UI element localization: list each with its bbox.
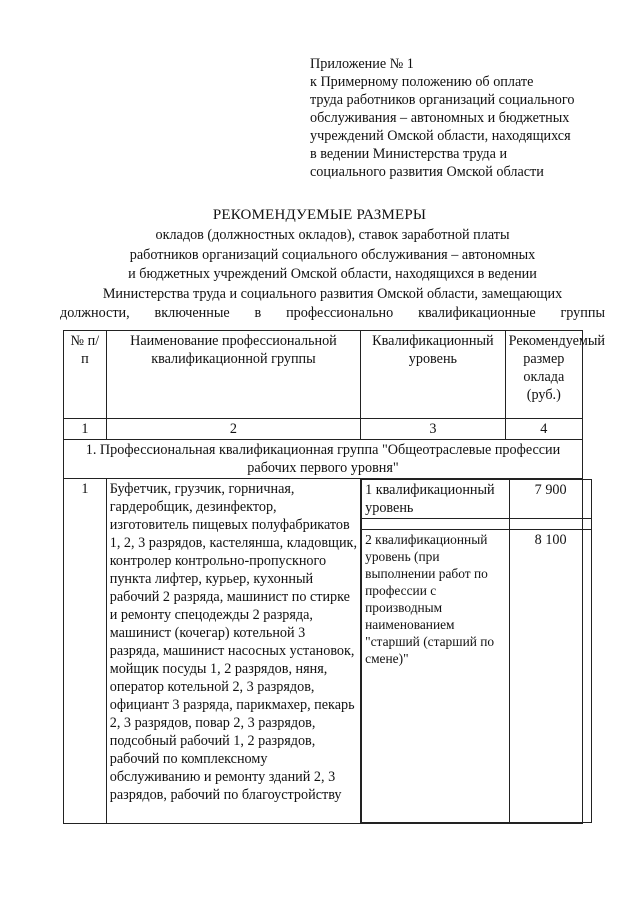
professions-list: Буфетчик, грузчик, горничная, гардеробщик, дезинфектор, изготовитель пищевых полуфабрикатов 1, 2, 3 разрядов, кастелянша, кладовщик, контролер контрольно-пропускного пункта лифтер, курьер, кухонный рабочий 2 разряда, машинист по стирке и ремонту спецодежды 2 разряда, машинист (кочегар) котельной 3 разряда, машинист насосных установок, мойщик посуды 1, 2 разрядов, няня, оператор котельной 2, 3 разрядов, официант 3 разряда, парикмахер, пекарь 2, 3 разрядов, повар 2, 3 разрядов, подсобный рабочий 1, 2 разрядов, рабочий по комплексному обслуживанию и ремонту зданий 2, 3 разрядов, рабочий по благоустройству: [106, 479, 360, 824]
column-number: 2: [106, 419, 360, 440]
appendix-line: Приложение № 1: [310, 56, 414, 72]
group-title: 1. Профессиональная квалификационная группа "Общеотраслевые профессии рабочих первого уровня": [64, 440, 583, 479]
level-gap-row: [362, 519, 592, 530]
group-title-row: [64, 440, 583, 479]
header-level: Квалификационный уровень: [361, 331, 506, 419]
subtitle-line: работников организаций социального обслуживания – автономных: [129, 246, 536, 263]
salary-1: 7 900: [510, 480, 592, 519]
appendix-line: в ведении Министерства труда и: [310, 146, 508, 162]
header-salary: Рекомендуемый размер оклада (руб.): [505, 331, 582, 419]
appendix-line: труда работников организаций социального: [310, 92, 575, 108]
level-row: [362, 530, 592, 823]
subtitle-line: и бюджетных учреждений Омской области, находящихся в ведении: [128, 266, 537, 282]
subtitle-line: должности, включенные в профессионально квалификационные группы: [60, 305, 605, 321]
appendix-line: к Примерному положению об оплате: [310, 74, 534, 90]
column-number: 3: [361, 419, 506, 440]
salary-table: [63, 330, 606, 824]
appendix-line: учреждений Омской области, находящихся: [310, 128, 571, 144]
table-header-row: [64, 331, 583, 419]
subtitle-line: окладов (должностных окладов), ставок заработной платы: [155, 227, 510, 243]
document-subtitle: [60, 226, 605, 324]
header-group-name: Наименование профессиональной квалификационной группы: [106, 331, 360, 419]
level-2: 2 квалификационный уровень (при выполнении работ по профессии с производным наименованием "старший (старший по смене)": [362, 530, 510, 823]
appendix-line: социального развития Омской области: [310, 164, 544, 180]
document-title: РЕКОМЕНДУЕМЫЕ РАЗМЕРЫ: [212, 207, 427, 223]
level-1: 1 квалификационный уровень: [362, 480, 510, 519]
appendix-block: [310, 55, 620, 181]
appendix-line: обслуживания – автономных и бюджетных: [310, 110, 570, 126]
level-row: [362, 480, 592, 519]
table-row: [64, 479, 583, 824]
levels-cell: [361, 479, 583, 824]
levels-table: [361, 479, 592, 823]
header-number: № п/п: [64, 331, 107, 419]
subtitle-line: Министерства труда и социального развития Омской области, замещающих: [102, 285, 563, 302]
column-number: 1: [64, 419, 107, 440]
row-number: 1: [64, 479, 107, 824]
salary-2: 8 100: [510, 530, 592, 823]
column-number-row: [64, 419, 583, 440]
column-number: 4: [505, 419, 582, 440]
